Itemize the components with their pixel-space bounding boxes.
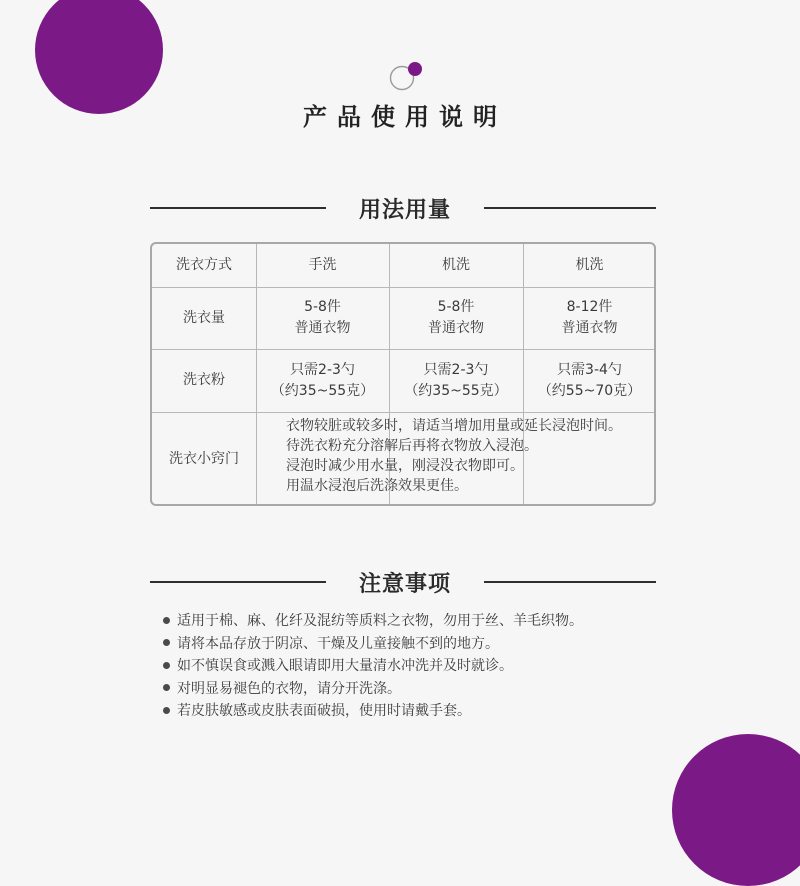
bullet-icon: [163, 617, 170, 624]
table-cell-line: （约55~70克）: [537, 382, 642, 399]
table-header-cell: 机洗: [575, 257, 604, 273]
table-cell-line: 只需3-4勺: [557, 361, 622, 378]
list-item: [163, 699, 723, 722]
list-item: [163, 632, 723, 655]
table-cell-line: 只需2-3勺: [290, 361, 355, 378]
tip-line: 用温水浸泡后洗涤效果更佳。: [286, 478, 468, 494]
bullet-icon: [163, 684, 170, 691]
table-header-cell: 手洗: [308, 257, 337, 273]
bullet-icon: [163, 707, 170, 714]
decorative-circle-bottom-right: [672, 734, 800, 886]
table-row-label: 洗衣粉: [183, 372, 225, 388]
table-cell-line: 只需2-3勺: [423, 361, 489, 378]
notes-list: [163, 609, 723, 722]
table-cell: [523, 287, 656, 349]
ring-with-dot-icon: [389, 60, 423, 94]
usage-section-title: 用法用量: [358, 198, 451, 223]
notes-section-title: 注意事项: [358, 572, 451, 597]
table-cell: [389, 287, 523, 349]
table-cell-line: （约35~55克）: [404, 382, 508, 399]
page-title: 产品使用说明: [303, 103, 507, 131]
note-text: 如不慎误食或溅入眼请即用大量清水冲洗并及时就诊。: [177, 658, 513, 675]
table-row-label: 洗衣量: [183, 309, 225, 326]
tip-line: 待洗衣粉充分溶解后再将衣物放入浸泡。: [286, 438, 538, 454]
washing-tips: [286, 416, 654, 506]
bullet-icon: [163, 639, 170, 646]
table-row-label: 洗衣小窍门: [169, 450, 239, 467]
table-cell-line: 普通衣物: [294, 320, 351, 336]
notes-section-header: [150, 567, 656, 597]
table-header-cell: 机洗: [442, 257, 470, 273]
note-text: 适用于棉、麻、化纤及混纺等质料之衣物，勿用于丝、羊毛织物。: [177, 613, 583, 630]
table-header-cell: 洗衣方式: [176, 257, 232, 273]
divider-line: [484, 207, 656, 209]
table-cell-line: 8-12件: [566, 299, 613, 315]
table-cell-line: （约35~55克）: [270, 382, 375, 399]
table-cell: [523, 349, 656, 412]
bullet-icon: [163, 662, 170, 669]
list-item: [163, 654, 723, 677]
note-text: 对明显易褪色的衣物，请分开洗涤。: [177, 680, 401, 697]
table-cell-line: 5-8件: [437, 299, 475, 315]
table-cell-line: 普通衣物: [428, 320, 484, 336]
note-text: 若皮肤敏感或皮肤表面破损，使用时请戴手套。: [177, 703, 471, 720]
list-item: [163, 609, 723, 632]
divider-line: [150, 207, 326, 209]
table-cell: [256, 349, 389, 412]
divider-line: [484, 581, 656, 583]
divider-line: [150, 581, 326, 583]
table-cell-line: 普通衣物: [561, 320, 618, 336]
table-cell-line: 5-8件: [304, 299, 341, 315]
usage-table: [150, 242, 656, 506]
tip-line: 衣物较脏或较多时，请适当增加用量或延长浸泡时间。: [286, 418, 622, 434]
table-cell: [256, 287, 389, 349]
usage-section-header: [150, 193, 656, 223]
note-text: 请将本品存放于阴凉、干燥及儿童接触不到的地方。: [177, 635, 499, 652]
tip-line: 浸泡时减少用水量，刚浸没衣物即可。: [286, 458, 524, 474]
table-cell: [389, 349, 523, 412]
list-item: [163, 677, 723, 700]
